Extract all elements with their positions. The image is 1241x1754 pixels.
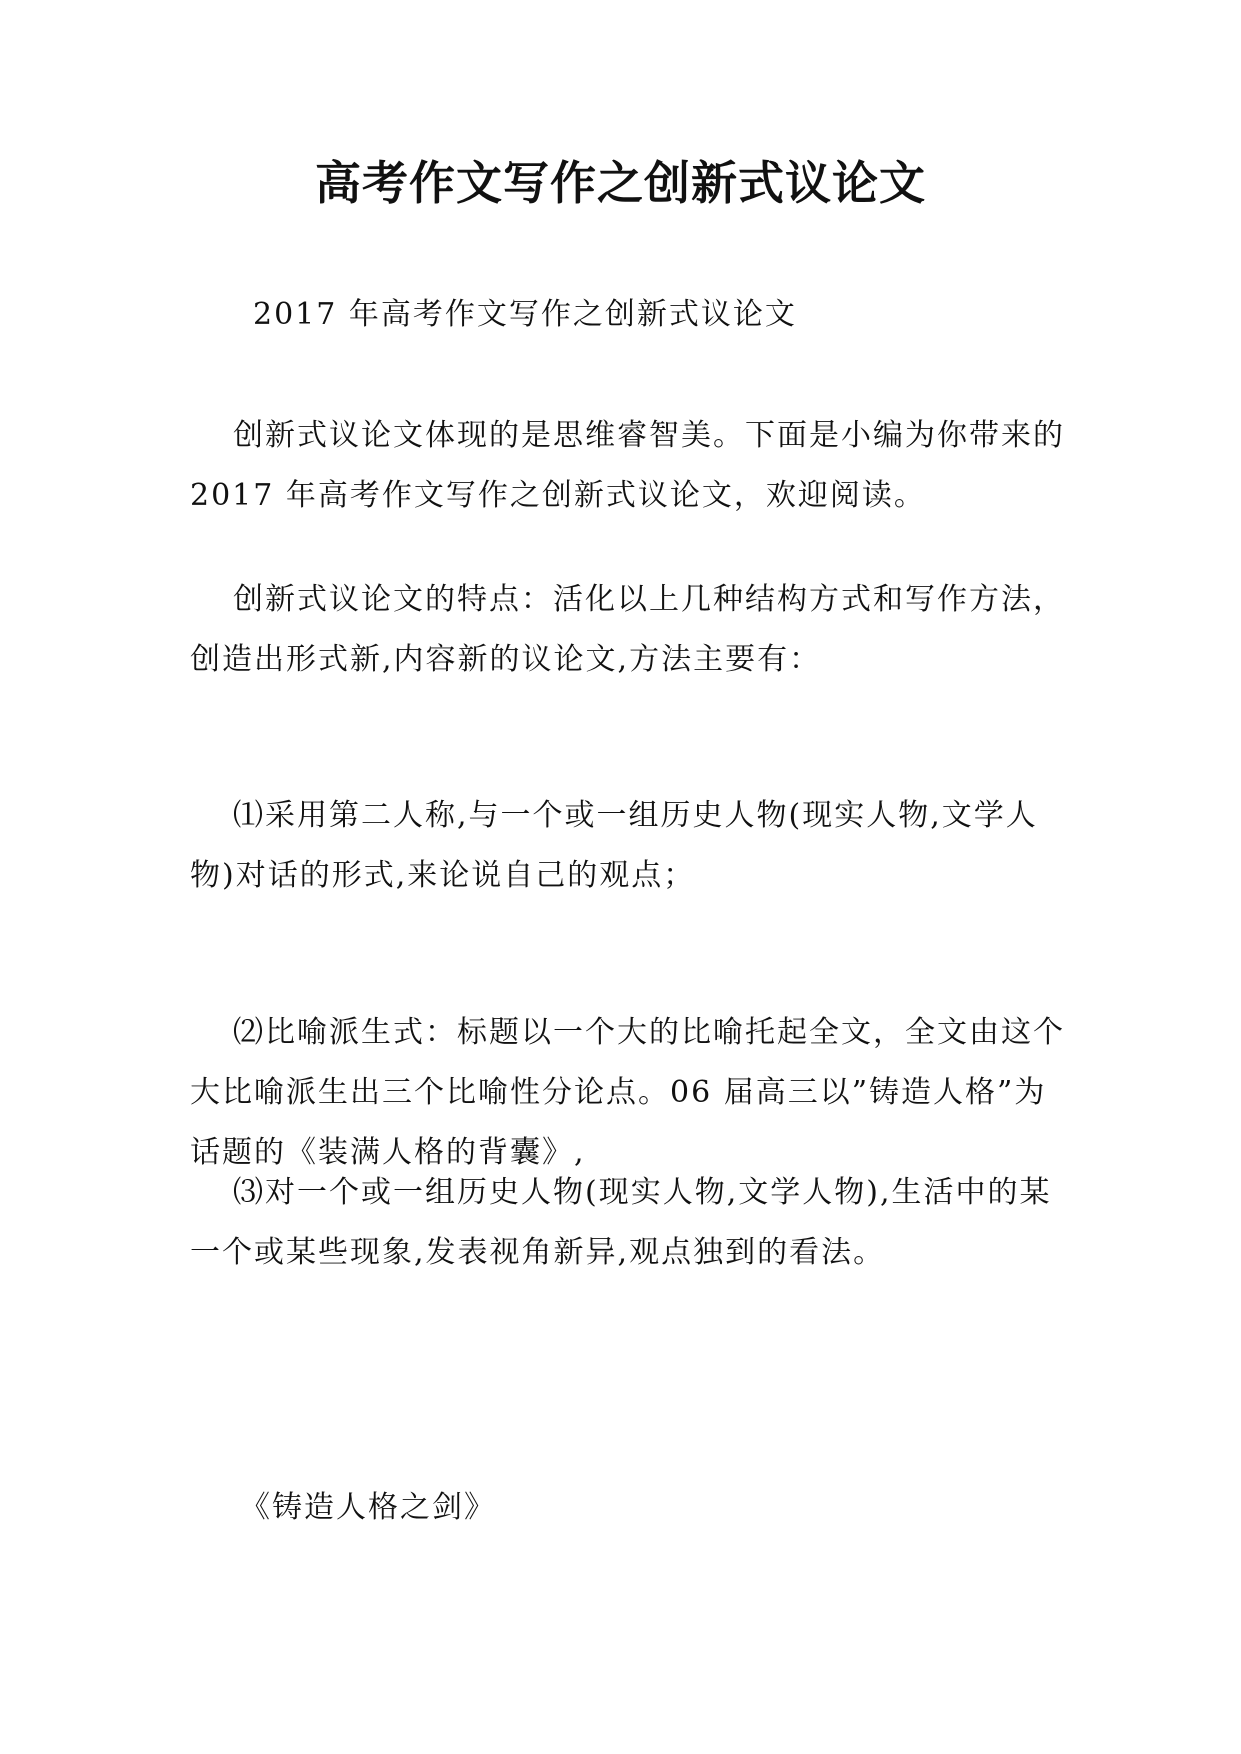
essay-title: 《铸造人格之剑》 (240, 1490, 496, 1525)
method-2-paragraph: ⑵比喻派生式：标题以一个大的比喻托起全文，全文由这个大比喻派生出三个比喻性分论点。06 届高三以”铸造人格”为话题的《装满人格的背囊》, (190, 1015, 1065, 1170)
document-title: 高考作文写作之创新式议论文 (315, 156, 926, 210)
document-subtitle: 2017 年高考作文写作之创新式议论文 (253, 297, 797, 332)
method-1-paragraph: ⑴采用第二人称,与一个或一组历史人物(现实人物,文学人物)对话的形式,来论说自己的观点； (190, 798, 1038, 893)
features-paragraph: 创新式议论文的特点：活化以上几种结构方式和写作方法，创造出形式新,内容新的议论文,方法主要有： (190, 582, 1065, 677)
intro-paragraph: 创新式议论文体现的是思维睿智美。下面是小编为你带来的 2017 年高考作文写作之创新式议论文，欢迎阅读。 (190, 418, 1065, 513)
method-3-paragraph: ⑶对一个或一组历史人物(现实人物,文学人物),生活中的某一个或某些现象,发表视角新异,观点独到的看法。 (190, 1175, 1052, 1270)
